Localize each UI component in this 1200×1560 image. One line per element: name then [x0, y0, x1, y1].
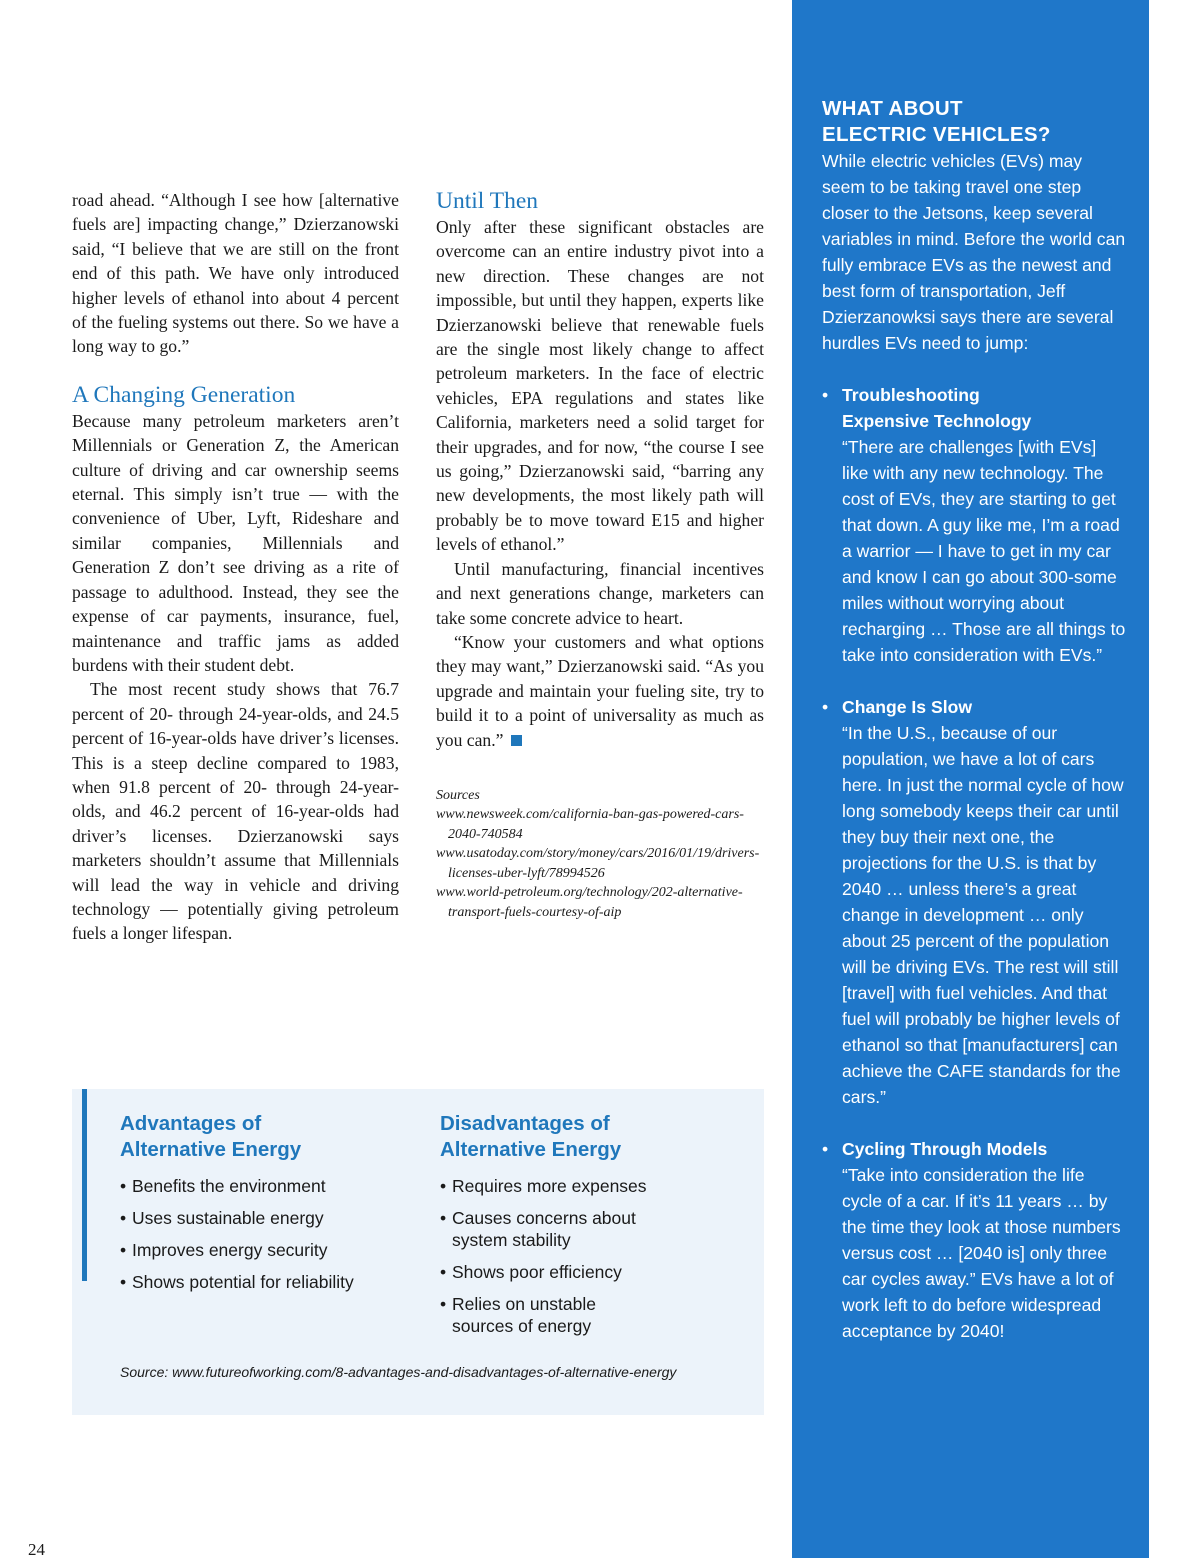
disadvantages-list: [440, 1175, 720, 1337]
list-item-text: Shows potential for reliability: [132, 1272, 354, 1292]
page-number: 24: [28, 1540, 45, 1559]
list-item-text: Benefits the environment: [132, 1176, 326, 1196]
comparison-source: Source: www.futureofworking.com/8-advantages-and-disadvantages-of-alternative-energy: [120, 1364, 677, 1380]
advantages-disadvantages-box: [72, 1089, 764, 1415]
list-item: [440, 1261, 720, 1283]
disadvantages-column: [440, 1111, 720, 1347]
bullet-icon: •: [440, 1208, 447, 1228]
list-item: [440, 1293, 642, 1337]
hurdle-item: [822, 382, 1127, 668]
list-item: [440, 1207, 672, 1251]
advantages-column: [120, 1111, 400, 1303]
list-item-text: Shows poor efficiency: [452, 1262, 622, 1282]
hurdle-title-line2: Expensive Technology: [842, 411, 1032, 431]
bullet-icon: •: [120, 1240, 127, 1260]
bullet-icon: •: [440, 1176, 447, 1196]
sidebar-title: [822, 96, 1127, 148]
body-paragraph: The most recent study shows that 76.7 percent of 20- through 24-year-olds, and 24.5 percent of 16-year-olds have driver’s licenses. This is a steep decline compared to 1983, when 91.8 percent of 20- through 24-year-olds, and 46.2 percent of 16-year-olds had driver’s licenses. Dzierzanowski says marketers shouldn’t assume that Millennials will lead the way in vehicle and driving technology — potentially giving petroleum fuels a longer lifespan.: [72, 679, 399, 944]
hurdle-text: “There are challenges [with EVs] like with any new technology. The cost of EVs, they are starting to get that down. A guy like me, I’m a road a warrior — I have to get in my car and know I can go about 300-some miles without worrying about recharging … Those are all things to take into consideration with EVs.”: [842, 437, 1126, 665]
list-item-text: Uses sustainable energy: [132, 1208, 324, 1228]
article-column-2: [436, 188, 764, 922]
body-paragraph: road ahead. “Although I see how [alternative fuels are] impacting change,” Dzierzanowski said, “I believe that we are still on the front end of this path. We have only introduced higher levels of ethanol into about 4 percent of the fueling systems out there. So we have a long way to go.”: [72, 190, 399, 357]
list-item-text: Causes concerns about system stability: [452, 1208, 636, 1250]
list-item: [120, 1175, 400, 1197]
list-item-text: Requires more expenses: [452, 1176, 647, 1196]
list-item: [120, 1239, 400, 1261]
hurdle-text: “In the U.S., because of our population, we have a lot of cars here. In just the normal cycle of how long somebody keeps their car until they buy their next one, the projections for the U.S. is that by 2040 … unless there’s a great change in development … only about 25 percent of the population will be driving EVs. The rest will still [travel] with fuel vehicles. And that fuel will probably be higher levels of ethanol so that [manufacturers] can achieve the CAFE standards for the cars.”: [842, 723, 1124, 1107]
hurdle-item: [822, 694, 1127, 1110]
hurdle-title: Cycling Through Models: [842, 1139, 1048, 1159]
body-paragraph: Because many petroleum marketers aren’t Millennials or Generation Z, the American culture of driving and car ownership seems eternal. This simply isn’t true — with the convenience of Uber, Lyft, Rideshare and similar companies, Millennials and Generation Z don’t see driving as a rite of passage to adulthood. Instead, they see the expense of car payments, insurance, fuel, maintenance and traffic jams as added burdens with their student debt.: [72, 410, 399, 675]
hurdle-text: “Take into consideration the life cycle of a car. If it’s 11 years … by the time they look at those numbers versus cost … [2040 is] only three car cycles away.” EVs have a lot of work left to do before widespread acceptance by 2040!: [842, 1165, 1121, 1341]
sidebar-intro: While electric vehicles (EVs) may seem to be taking travel one step closer to the Jetsons, keep several variables in mind. Before the world can fully embrace EVs as the newest and best form of transportation, Jeff Dzierzanowksi says there are several hurdles EVs need to jump:: [822, 151, 1126, 353]
source-link[interactable]: www.world-petroleum.org/technology/202-alternative-transport-fuels-courtesy-of-aip: [436, 885, 743, 920]
bullet-icon: •: [440, 1294, 447, 1314]
bullet-icon: •: [822, 697, 829, 717]
disadvantages-title-line2: Alternative Energy: [440, 1138, 622, 1161]
hurdle-title-line1: Troubleshooting: [842, 385, 980, 405]
source-link[interactable]: www.newsweek.com/california-ban-gas-powered-cars-2040-740584: [436, 807, 744, 842]
bullet-icon: •: [440, 1262, 447, 1282]
ev-sidebar: [792, 0, 1149, 1558]
sidebar-title-line1: WHAT ABOUT: [822, 97, 963, 120]
sources-label: Sources: [436, 787, 480, 803]
disadvantages-title-line1: Disadvantages of: [440, 1112, 610, 1135]
advantages-title-line2: Alternative Energy: [120, 1138, 302, 1161]
advantages-list: [120, 1175, 400, 1293]
hurdle-title: Change Is Slow: [842, 697, 973, 717]
bullet-icon: •: [120, 1176, 127, 1196]
body-paragraph: Until manufacturing, financial incentives and next generations change, marketers can take some concrete advice to heart.: [436, 558, 764, 628]
source-link[interactable]: www.usatoday.com/story/money/cars/2016/01/19/drivers-licenses-uber-lyft/78994526: [436, 846, 760, 881]
list-item: [120, 1271, 400, 1293]
box-accent-bar: [82, 1089, 87, 1281]
advantages-title: [120, 1111, 400, 1163]
bullet-icon: •: [120, 1208, 127, 1228]
sidebar-title-line2: ELECTRIC VEHICLES?: [822, 123, 1051, 146]
bullet-icon: •: [120, 1272, 127, 1292]
hurdle-item: [822, 1136, 1127, 1344]
list-item-text: Relies on unstable sources of energy: [452, 1294, 596, 1336]
body-paragraph: Only after these significant obstacles are overcome can an entire industry pivot into a new direction. These changes are not impossible, but until they happen, experts like Dzierzanowski believe that renewable fuels are the single most likely change to affect petroleum marketers. In the face of electric vehicles, EPA regulations and states like California, marketers need a solid target for their upgrades, and for now, “the course I see us going,” Dzierzanowski said, “barring any new developments, the most likely path will probably be to move toward E15 and higher levels of ethanol.”: [436, 217, 764, 555]
section-heading-changing-generation: A Changing Generation: [72, 381, 296, 408]
section-heading-until-then: Until Then: [436, 188, 539, 214]
list-item-text: Improves energy security: [132, 1240, 328, 1260]
bullet-icon: •: [822, 1139, 829, 1159]
article-column-1: [72, 188, 399, 946]
sources-list: [436, 786, 764, 923]
body-paragraph-final: [436, 630, 764, 752]
disadvantages-title: [440, 1111, 720, 1163]
hurdle-title: [842, 382, 1127, 434]
advantages-title-line1: Advantages of: [120, 1112, 262, 1135]
final-paragraph-text: “Know your customers and what options they may want,” Dzierzanowski said. “As you upgrade and maintain your fueling site, try to build it to a point of universality as much as you can.”: [436, 631, 764, 750]
list-item: [440, 1175, 720, 1197]
list-item: [120, 1207, 400, 1229]
bullet-icon: •: [822, 385, 829, 405]
end-of-article-square-icon: [511, 735, 522, 746]
